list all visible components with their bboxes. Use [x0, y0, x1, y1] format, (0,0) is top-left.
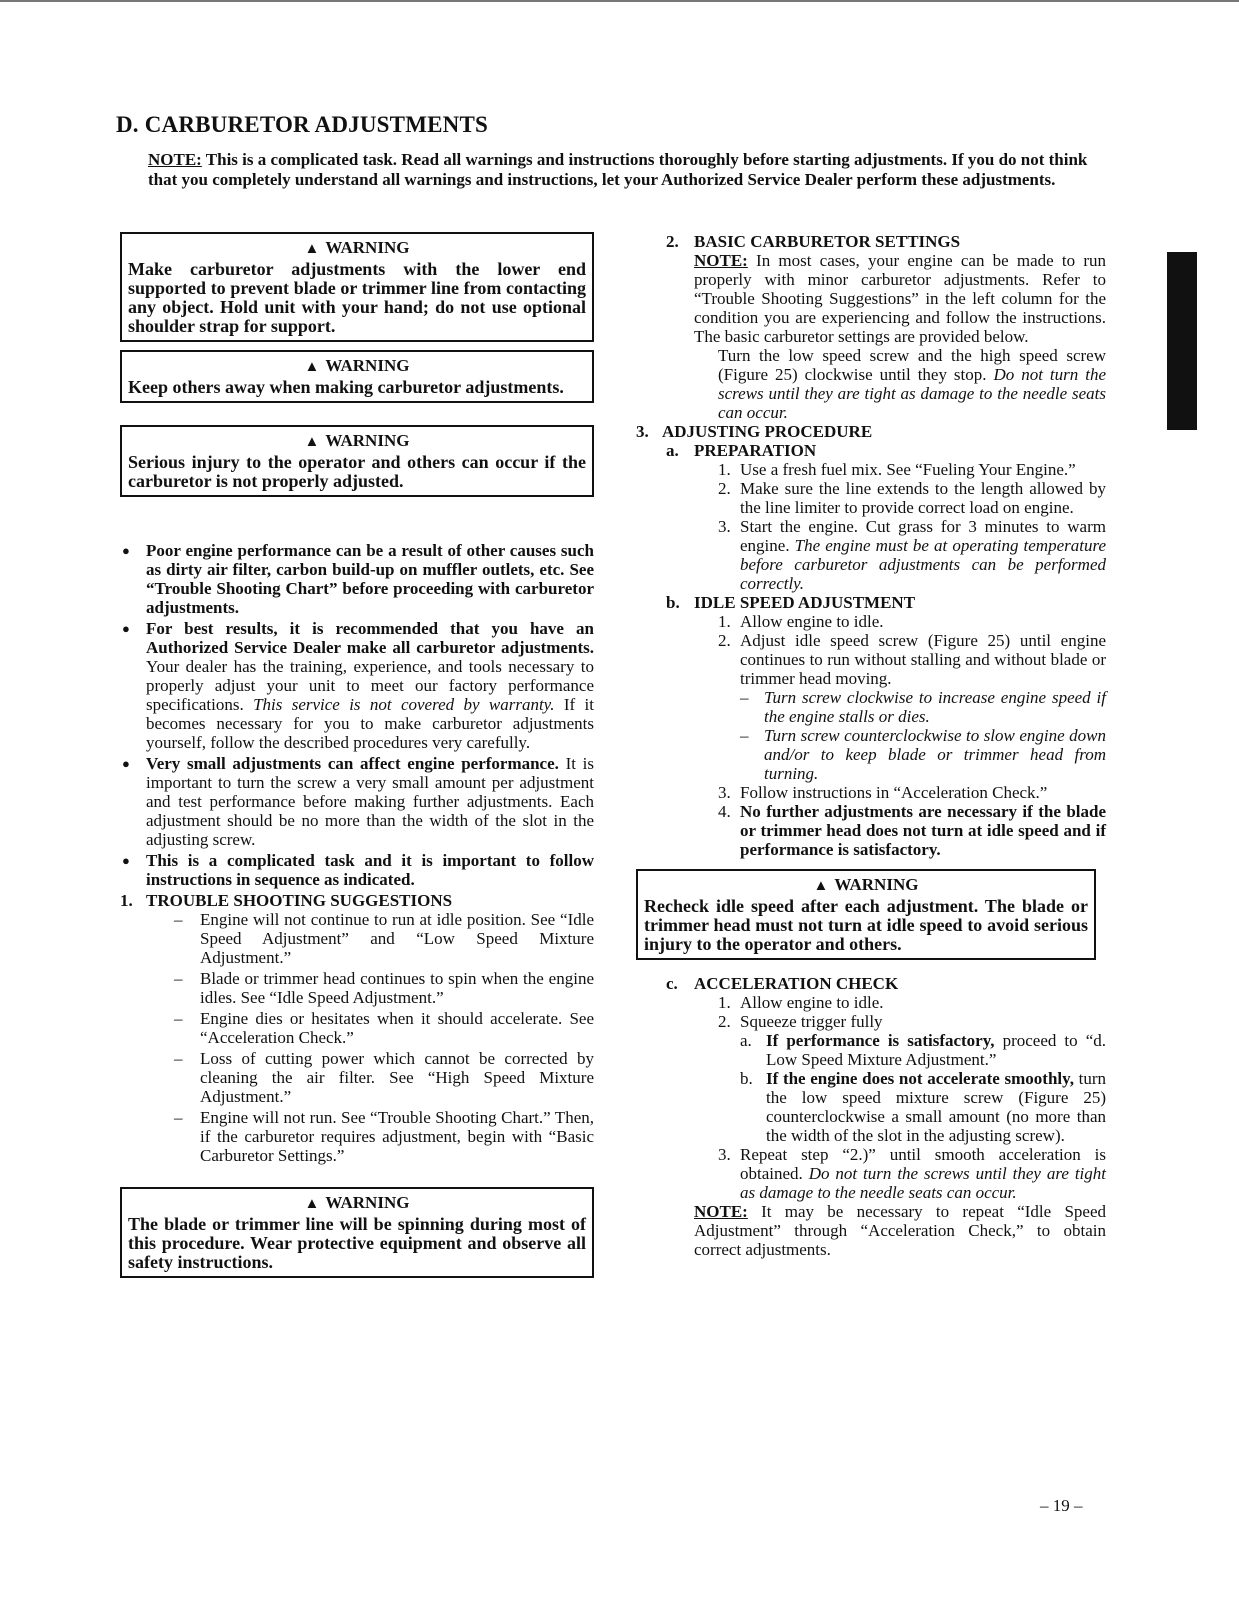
- page-number: – 19 –: [1040, 1496, 1083, 1515]
- warning-triangle-icon: ▲: [813, 878, 829, 894]
- warning-box-5: [636, 869, 1096, 960]
- bullet-item: ● Very small adjustments can affect engine performance. It is important to turn the screw a very small amount per adjustment and test performance before making further adjustments. Each adjustment should be no more than the width of the slot in the adjusting screw.: [146, 754, 594, 849]
- warning-box-3: [120, 425, 594, 497]
- warning-box-1: [120, 232, 594, 342]
- idle-step: 4. No further adjustments are necessary if the blade or trimmer head does not turn at idle speed and if performance is satisfactory.: [718, 802, 1106, 859]
- trouble-shooting-heading: 1. TROUBLE SHOOTING SUGGESTIONS: [120, 891, 453, 910]
- section-thumb-tab: [1167, 252, 1197, 430]
- adjusting-procedure-heading: 3. ADJUSTING PROCEDURE: [636, 422, 873, 441]
- acceleration-step: 3. Repeat step “2.)” until smooth acceleration is obtained. Do not turn the screws until they are tight as damage to the needle seats can occur.: [718, 1145, 1107, 1202]
- acceleration-check-heading: c. ACCELERATION CHECK: [666, 974, 899, 993]
- preparation-step: 1. Use a fresh fuel mix. See “Fueling Your Engine.”: [718, 460, 1076, 479]
- warning-text: The blade or trimmer line will be spinning during most of this procedure. Wear protective equipment and observe all safety instructions.: [128, 1214, 586, 1272]
- acceleration-step: 1. Allow engine to idle.: [718, 993, 884, 1012]
- acceleration-note: NOTE: It may be necessary to repeat “Idle Speed Adjustment” through “Acceleration Check,” to obtain correct adjustments.: [694, 1202, 1106, 1259]
- intro-note: [148, 150, 1098, 190]
- bullet-item: ● Poor engine performance can be a result of other causes such as dirty air filter, carbon build-up on muffler outlets, etc. See “Trouble Shooting Chart” before proceeding with carburetor adjustments.: [146, 541, 594, 617]
- idle-sub-item: – Turn screw clockwise to increase engine speed if the engine stalls or dies.: [740, 688, 1106, 726]
- list-item: – Loss of cutting power which cannot be corrected by cleaning the air filter. See “High Speed Mixture Adjustment.”: [200, 1049, 594, 1106]
- basic-settings-heading: 2. BASIC CARBURETOR SETTINGS: [666, 232, 961, 251]
- warning-triangle-icon: ▲: [304, 241, 320, 257]
- idle-step: 1. Allow engine to idle.: [718, 612, 884, 631]
- bullet-item: ● This is a complicated task and it is important to follow instructions in sequence as indicated.: [146, 851, 594, 889]
- warning-heading: ▲ WARNING: [304, 431, 410, 450]
- warning-text: Serious injury to the operator and others can occur if the carburetor is not properly adjusted.: [128, 452, 586, 491]
- caution-bullets: [120, 541, 594, 889]
- warning-heading: ▲ WARNING: [304, 356, 410, 375]
- warning-triangle-icon: ▲: [304, 359, 320, 375]
- acceleration-sub-step: b. If the engine does not accelerate smoothly, turn the low speed mixture screw (Figure 25) counterclockwise a small amount (no more than the width of the slot in the adjusting screw).: [740, 1069, 1106, 1145]
- basic-settings-note: NOTE: In most cases, your engine can be made to run properly with minor carburetor adjustments. Refer to “Trouble Shooting Suggestions” in the left column for the condition you are experiencing and follow the instructions. The basic carburetor settings are provided below.: [694, 251, 1106, 346]
- acceleration-sub-step: a. If performance is satisfactory, proceed to “d. Low Speed Mixture Adjustment.”: [740, 1031, 1106, 1069]
- warning-heading: ▲ WARNING: [304, 238, 410, 257]
- bullet-item: ● For best results, it is recommended that you have an Authorized Service Dealer make all carburetor adjustments. Your dealer has the training, experience, and tools necessary to properly adjust your unit to meet our factory performance specifications. This service is not covered by warranty. If it becomes necessary for you to make carburetor adjustments yourself, follow the described procedures very carefully.: [146, 619, 594, 752]
- idle-step: 2. Adjust idle speed screw (Figure 25) until engine continues to run without stalling and without blade or trimmer head moving.: [718, 631, 1106, 688]
- list-item: – Blade or trimmer head continues to spin when the engine idles. See “Idle Speed Adjustment.”: [200, 969, 594, 1007]
- preparation-step: 3. Start the engine. Cut grass for 3 minutes to warm engine. The engine must be at operating temperature before carburetor adjustments can be performed correctly.: [718, 517, 1106, 593]
- warning-triangle-icon: ▲: [304, 1196, 320, 1212]
- warning-triangle-icon: ▲: [304, 434, 320, 450]
- warning-text: Keep others away when making carburetor adjustments.: [128, 377, 564, 397]
- list-item: – Engine will not continue to run at idle position. See “Idle Speed Adjustment” and “Low Speed Mixture Adjustment.”: [200, 910, 594, 967]
- page-top-border: [0, 0, 1239, 2]
- section-title: D. CARBURETOR ADJUSTMENTS: [116, 112, 489, 137]
- trouble-shooting-list: [120, 910, 594, 1165]
- basic-settings-paragraph: Turn the low speed screw and the high speed screw (Figure 25) clockwise until they stop. Do not turn the screws until they are tight as damage to the needle seats can occur.: [718, 346, 1106, 422]
- idle-step: 3. Follow instructions in “Acceleration Check.”: [718, 783, 1048, 802]
- list-item: – Engine dies or hesitates when it should accelerate. See “Acceleration Check.”: [200, 1009, 594, 1047]
- acceleration-step: 2. Squeeze trigger fully: [718, 1012, 883, 1031]
- intro-note-text: This is a complicated task. Read all warnings and instructions thoroughly before starting adjustments. If you do not think that you completely understand all warnings and instructions, let your Authorized Service Dealer perform these adjustments.: [148, 150, 1088, 189]
- preparation-step: 2. Make sure the line extends to the length allowed by the line limiter to provide correct load on engine.: [718, 479, 1106, 517]
- preparation-heading: a. PREPARATION: [666, 441, 817, 460]
- left-column: [120, 232, 594, 1278]
- right-column: [636, 232, 1106, 1259]
- warning-box-4: [120, 1187, 594, 1278]
- list-item: – Engine will not run. See “Trouble Shooting Chart.” Then, if the carburetor requires adjustment, begin with “Basic Carburetor Settings.”: [200, 1108, 594, 1165]
- warning-box-2: [120, 350, 594, 403]
- idle-speed-heading: b. IDLE SPEED ADJUSTMENT: [666, 593, 916, 612]
- warning-text: Recheck idle speed after each adjustment. The blade or trimmer head must not turn at idle speed to avoid serious injury to the operator and others.: [644, 896, 1088, 954]
- warning-text: Make carburetor adjustments with the lower end supported to prevent blade or trimmer line from contacting any object. Hold unit with your hand; do not use optional shoulder strap for support.: [128, 259, 586, 336]
- idle-sub-item: – Turn screw counterclockwise to slow engine down and/or to keep blade or trimmer head from turning.: [740, 726, 1106, 783]
- warning-heading: ▲ WARNING: [304, 1193, 410, 1212]
- intro-note-label: NOTE:: [148, 150, 202, 169]
- warning-heading: ▲ WARNING: [813, 875, 919, 894]
